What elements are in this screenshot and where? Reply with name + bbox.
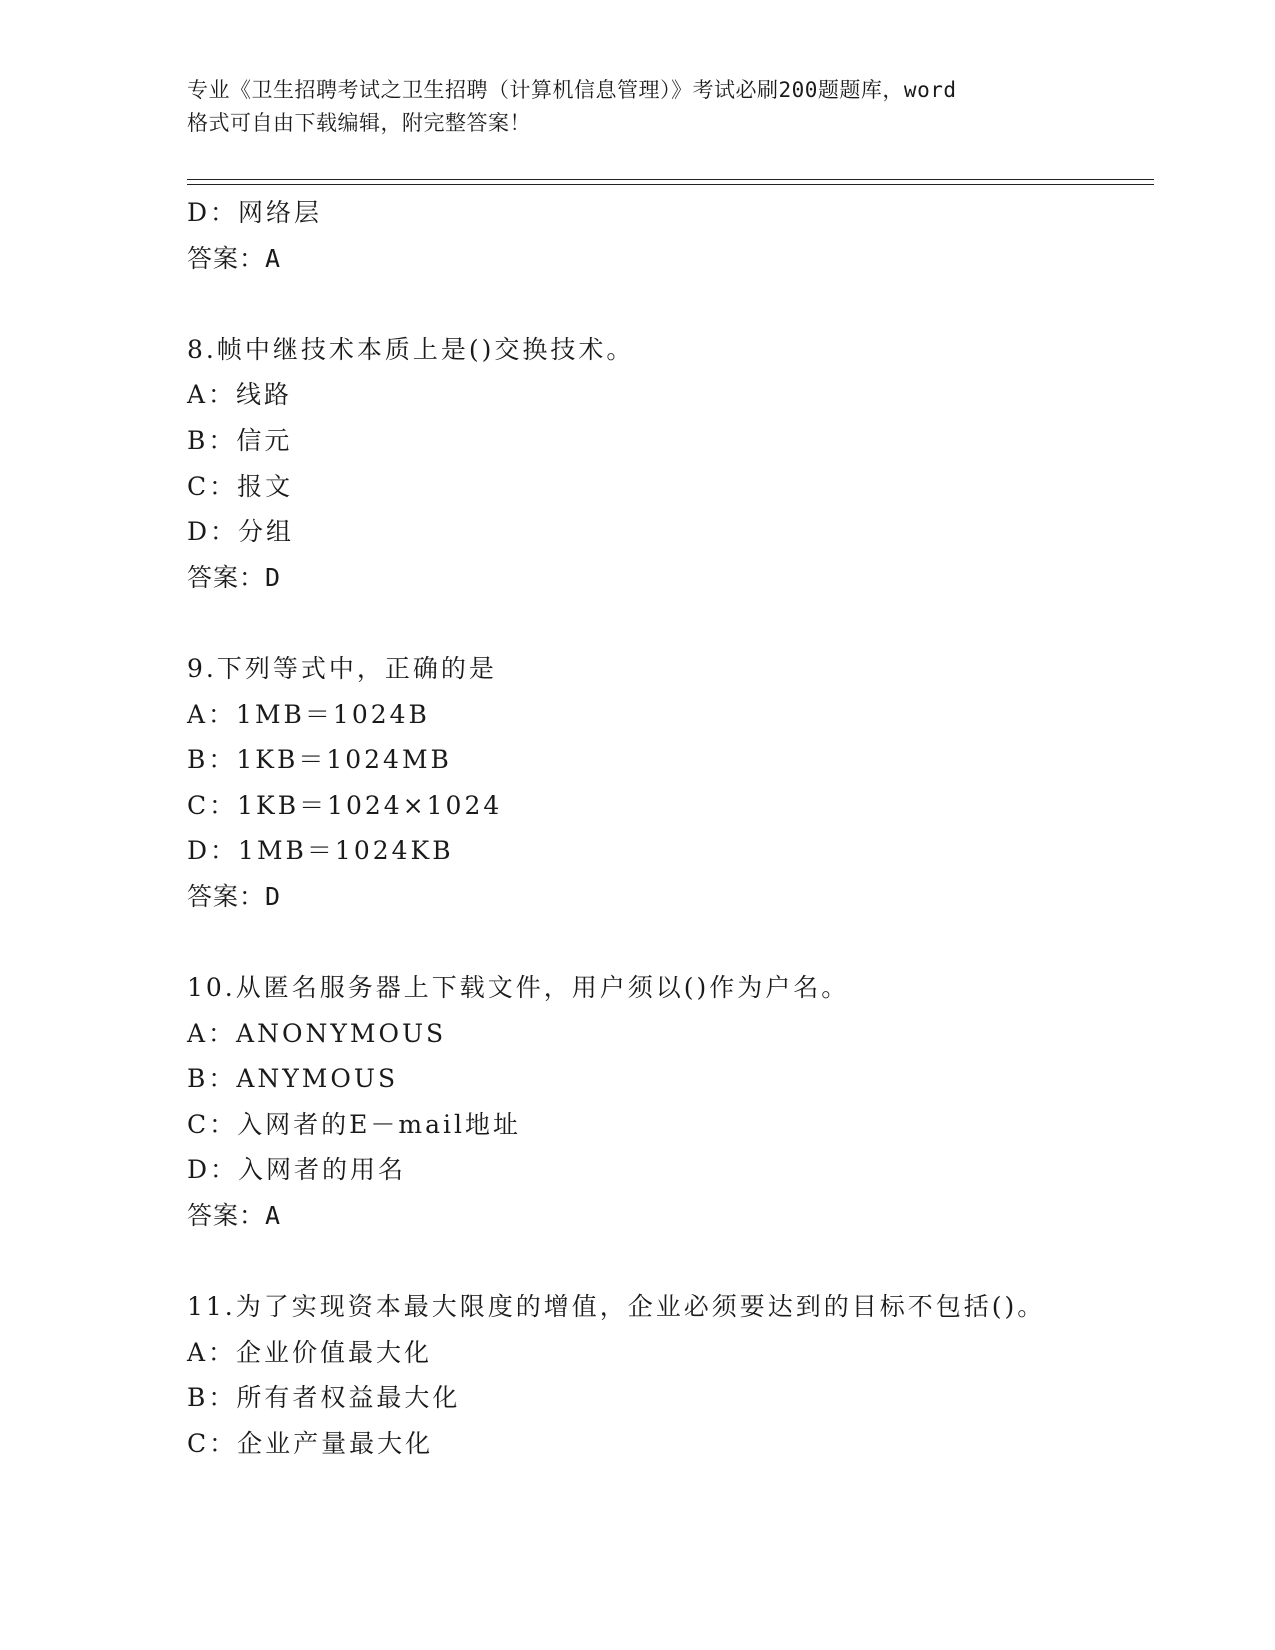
option-c: C：1KB＝1024×1024: [187, 790, 503, 820]
answer: 答案：A: [187, 243, 282, 273]
document-header: [187, 74, 1087, 140]
question-stem: 10.从匿名服务器上下载文件，用户须以()作为户名。: [187, 973, 850, 1003]
question-8: [187, 327, 1167, 601]
option-d: D：入网者的用名: [187, 1155, 407, 1185]
header-line-2: 格式可自由下载编辑，附完整答案！: [187, 111, 531, 135]
option-b: B：1KB＝1024MB: [187, 745, 452, 775]
header-rule-bottom: [187, 184, 1154, 185]
question-10: [187, 965, 1167, 1239]
question-list: [187, 190, 1167, 1467]
spacer: [187, 920, 1167, 966]
header-line-1: 专业《卫生招聘考试之卫生招聘（计算机信息管理）》考试必刷200题题库，word: [187, 78, 957, 102]
option-a: A：ANONYMOUS: [187, 1018, 447, 1048]
answer: 答案：D: [187, 562, 282, 592]
question-9: [187, 646, 1167, 920]
option-d: D：1MB＝1024KB: [187, 836, 454, 866]
option-c: C：入网者的E－mail地址: [187, 1109, 521, 1139]
option-a: A：线路: [187, 380, 293, 410]
option-d: D：网络层: [187, 198, 323, 227]
option-a: A：1MB＝1024B: [187, 699, 430, 729]
option-b: B：所有者权益最大化: [187, 1383, 461, 1413]
answer: 答案：A: [187, 1201, 282, 1231]
option-d: D：分组: [187, 517, 295, 547]
question-11: [187, 1284, 1167, 1466]
question-stem: 9.下列等式中，正确的是: [187, 653, 497, 683]
option-c: C：企业产量最大化: [187, 1429, 434, 1459]
spacer: [187, 281, 1167, 327]
question-stem: 11.为了实现资本最大限度的增值，企业必须要达到的目标不包括()。: [187, 1292, 1046, 1322]
option-b: B：信元: [187, 425, 293, 455]
header-rule-top: [187, 179, 1154, 180]
spacer: [187, 1239, 1167, 1285]
option-c: C：报文: [187, 471, 294, 501]
question-stem: 8.帧中继技术本质上是()交换技术。: [187, 334, 635, 364]
spacer: [187, 600, 1167, 646]
option-a: A：企业价值最大化: [187, 1337, 433, 1367]
option-b: B：ANYMOUS: [187, 1064, 399, 1094]
answer: 答案：D: [187, 881, 282, 911]
